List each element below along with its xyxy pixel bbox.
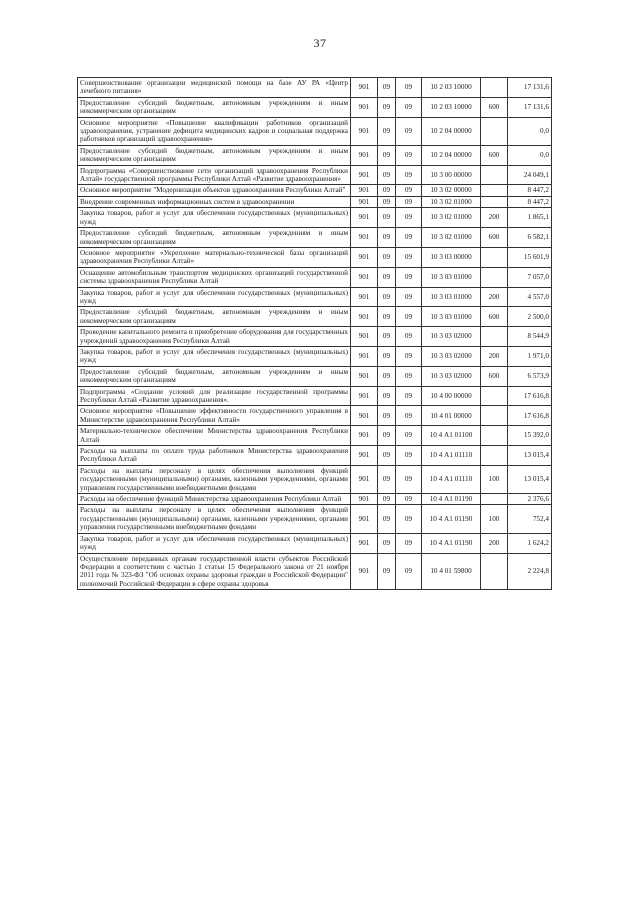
section-code-cell: 09 [378, 267, 396, 287]
expense-type-cell: 200 [481, 533, 508, 553]
row-name-cell: Подпрограмма «Совершенствование сети организаций здравоохранения Республики Алтай» государственной программы Республики Алтай «Развитие здравоохранения» [78, 165, 351, 185]
expense-type-cell: 200 [481, 287, 508, 307]
table-row [78, 505, 552, 533]
target-article-cell: 10 3 00 00000 [422, 165, 481, 185]
row-name-cell: Проведение капитального ремонта и приобретение оборудования для государственных учреждений здравоохранения Республики Алтай [78, 327, 351, 347]
amount-cell: 8 447,2 [508, 196, 552, 207]
expense-type-cell: 600 [481, 228, 508, 248]
ministry-code-cell: 901 [351, 228, 378, 248]
amount-cell: 7 057,0 [508, 267, 552, 287]
amount-cell: 1 865,1 [508, 208, 552, 228]
subsection-code-cell: 09 [396, 327, 422, 347]
expense-type-cell: 100 [481, 505, 508, 533]
subsection-code-cell: 09 [396, 247, 422, 267]
ministry-code-cell: 901 [351, 247, 378, 267]
table-row [78, 78, 552, 98]
target-article-cell: 10 4 01 00000 [422, 406, 481, 426]
amount-cell: 13 015,4 [508, 446, 552, 466]
subsection-code-cell: 09 [396, 346, 422, 366]
section-code-cell: 09 [378, 465, 396, 493]
target-article-cell: 10 3 02 01000 [422, 228, 481, 248]
amount-cell: 15 601,9 [508, 247, 552, 267]
row-name-cell: Предоставление субсидий бюджетным, автономным учреждениям и иным некоммерческим организациям [78, 97, 351, 117]
section-code-cell: 09 [378, 97, 396, 117]
table-row [78, 247, 552, 267]
section-code-cell: 09 [378, 426, 396, 446]
ministry-code-cell: 901 [351, 208, 378, 228]
amount-cell: 6 582,1 [508, 228, 552, 248]
expense-type-cell: 600 [481, 366, 508, 386]
amount-cell: 1 971,0 [508, 346, 552, 366]
subsection-code-cell: 09 [396, 406, 422, 426]
expense-type-cell: 200 [481, 346, 508, 366]
target-article-cell: 10 4 А1 01190 [422, 533, 481, 553]
table-row [78, 228, 552, 248]
subsection-code-cell: 09 [396, 287, 422, 307]
row-name-cell: Подпрограмма «Создание условий для реализации государственной программы Республики Алтай «Развитие здравоохранения». [78, 386, 351, 406]
ministry-code-cell: 901 [351, 117, 378, 145]
ministry-code-cell: 901 [351, 145, 378, 165]
expense-type-cell [481, 267, 508, 287]
amount-cell: 2 224,8 [508, 553, 552, 590]
table-row [78, 465, 552, 493]
page-number: 37 [313, 36, 327, 50]
table-row [78, 117, 552, 145]
section-code-cell: 09 [378, 145, 396, 165]
row-name-cell: Осуществление переданных органам государственной власти субъектов Российской Федерации в соответствии с частью 1 статьи 15 Федерального закона от 21 ноября 2011 года № 323-ФЗ "Об основах охраны здоровья граждан в Российской Федерации" полномочий Российской Федерации в сфере охраны здоровья [78, 553, 351, 590]
ministry-code-cell: 901 [351, 505, 378, 533]
table-row [78, 494, 552, 505]
subsection-code-cell: 09 [396, 145, 422, 165]
table-row [78, 196, 552, 207]
target-article-cell: 10 4 А1 01190 [422, 494, 481, 505]
section-code-cell: 09 [378, 494, 396, 505]
amount-cell: 17 616,8 [508, 386, 552, 406]
target-article-cell: 10 2 04 00000 [422, 117, 481, 145]
table-row [78, 185, 552, 196]
expense-type-cell [481, 185, 508, 196]
subsection-code-cell: 09 [396, 196, 422, 207]
target-article-cell: 10 3 03 01000 [422, 307, 481, 327]
subsection-code-cell: 09 [396, 426, 422, 446]
table-row [78, 165, 552, 185]
expense-type-cell: 100 [481, 465, 508, 493]
row-name-cell: Закупка товаров, работ и услуг для обеспечения государственных (муниципальных) нужд [78, 287, 351, 307]
target-article-cell: 10 3 03 02000 [422, 366, 481, 386]
ministry-code-cell: 901 [351, 165, 378, 185]
ministry-code-cell: 901 [351, 78, 378, 98]
table-row [78, 327, 552, 347]
section-code-cell: 09 [378, 287, 396, 307]
target-article-cell: 10 2 03 10000 [422, 78, 481, 98]
ministry-code-cell: 901 [351, 327, 378, 347]
subsection-code-cell: 09 [396, 267, 422, 287]
row-name-cell: Расходы на выплаты по оплате труда работников Министерства здравоохранения Республики Алтай [78, 446, 351, 466]
expense-type-cell [481, 327, 508, 347]
section-code-cell: 09 [378, 446, 396, 466]
subsection-code-cell: 09 [396, 117, 422, 145]
section-code-cell: 09 [378, 327, 396, 347]
row-name-cell: Основное мероприятие «Повышение эффективности государственного управления в Министерстве здравоохранения Республики Алтай» [78, 406, 351, 426]
target-article-cell: 10 3 03 01000 [422, 267, 481, 287]
amount-cell: 2 376,6 [508, 494, 552, 505]
table-row [78, 426, 552, 446]
ministry-code-cell: 901 [351, 553, 378, 590]
subsection-code-cell: 09 [396, 208, 422, 228]
row-name-cell: Предоставление субсидий бюджетным, автономным учреждениям и иным некоммерческим организациям [78, 228, 351, 248]
target-article-cell: 10 4 А1 01110 [422, 446, 481, 466]
expense-type-cell [481, 553, 508, 590]
target-article-cell: 10 4 А1 01110 [422, 465, 481, 493]
table-row [78, 307, 552, 327]
subsection-code-cell: 09 [396, 97, 422, 117]
ministry-code-cell: 901 [351, 366, 378, 386]
table-row [78, 386, 552, 406]
ministry-code-cell: 901 [351, 97, 378, 117]
target-article-cell: 10 4 00 00000 [422, 386, 481, 406]
expense-type-cell [481, 426, 508, 446]
row-name-cell: Оснащение автомобильным транспортом медицинских организаций государственной системы здравоохранения Республики Алтай [78, 267, 351, 287]
ministry-code-cell: 901 [351, 386, 378, 406]
row-name-cell: Основное мероприятие "Модернизация объектов здравоохранения Республики Алтай" [78, 185, 351, 196]
target-article-cell: 10 3 02 01000 [422, 196, 481, 207]
amount-cell: 24 049,1 [508, 165, 552, 185]
row-name-cell: Расходы на выплаты персоналу в целях обеспечения выполнения функций государственными (муниципальными) органами, казенными учреждениями, органами управления государственными внебюджетными фондами [78, 505, 351, 533]
table-row [78, 97, 552, 117]
section-code-cell: 09 [378, 196, 396, 207]
ministry-code-cell: 901 [351, 446, 378, 466]
target-article-cell: 10 4 А1 01190 [422, 505, 481, 533]
expense-type-cell: 600 [481, 97, 508, 117]
target-article-cell: 10 2 03 10000 [422, 97, 481, 117]
table-row [78, 208, 552, 228]
ministry-code-cell: 901 [351, 533, 378, 553]
ministry-code-cell: 901 [351, 267, 378, 287]
subsection-code-cell: 09 [396, 78, 422, 98]
subsection-code-cell: 09 [396, 307, 422, 327]
ministry-code-cell: 901 [351, 465, 378, 493]
table-row [78, 366, 552, 386]
amount-cell: 17 131,6 [508, 97, 552, 117]
section-code-cell: 09 [378, 406, 396, 426]
target-article-cell: 10 3 03 01000 [422, 287, 481, 307]
table-row [78, 346, 552, 366]
target-article-cell: 10 3 03 02000 [422, 346, 481, 366]
subsection-code-cell: 09 [396, 228, 422, 248]
ministry-code-cell: 901 [351, 426, 378, 446]
subsection-code-cell: 09 [396, 386, 422, 406]
amount-cell: 6 573,9 [508, 366, 552, 386]
expense-type-cell [481, 406, 508, 426]
table-row [78, 533, 552, 553]
expense-type-cell: 200 [481, 208, 508, 228]
section-code-cell: 09 [378, 165, 396, 185]
expense-type-cell [481, 117, 508, 145]
expense-type-cell [481, 494, 508, 505]
section-code-cell: 09 [378, 366, 396, 386]
amount-cell: 0,0 [508, 117, 552, 145]
subsection-code-cell: 09 [396, 533, 422, 553]
row-name-cell: Расходы на обеспечение функций Министерства здравоохранения Республики Алтай [78, 494, 351, 505]
target-article-cell: 10 3 02 00000 [422, 185, 481, 196]
table-row [78, 267, 552, 287]
subsection-code-cell: 09 [396, 553, 422, 590]
expense-type-cell [481, 386, 508, 406]
expense-type-cell [481, 247, 508, 267]
amount-cell: 8 447,2 [508, 185, 552, 196]
row-name-cell: Основное мероприятие «Укрепление материально-технической базы организаций здравоохранения Республики Алтай» [78, 247, 351, 267]
target-article-cell: 10 3 03 02000 [422, 327, 481, 347]
target-article-cell: 10 2 04 00000 [422, 145, 481, 165]
section-code-cell: 09 [378, 533, 396, 553]
ministry-code-cell: 901 [351, 346, 378, 366]
amount-cell: 752,4 [508, 505, 552, 533]
row-name-cell: Материально-техническое обеспечение Министерства здравоохранения Республики Алтай [78, 426, 351, 446]
subsection-code-cell: 09 [396, 366, 422, 386]
section-code-cell: 09 [378, 228, 396, 248]
section-code-cell: 09 [378, 346, 396, 366]
row-name-cell: Закупка товаров, работ и услуг для обеспечения государственных (муниципальных) нужд [78, 533, 351, 553]
amount-cell: 4 557,0 [508, 287, 552, 307]
section-code-cell: 09 [378, 307, 396, 327]
amount-cell: 0,0 [508, 145, 552, 165]
target-article-cell: 10 3 03 00000 [422, 247, 481, 267]
section-code-cell: 09 [378, 78, 396, 98]
subsection-code-cell: 09 [396, 446, 422, 466]
expense-type-cell [481, 78, 508, 98]
row-name-cell: Совершенствование организации медицинской помощи на базе АУ РА «Центр лечебного питания» [78, 78, 351, 98]
ministry-code-cell: 901 [351, 307, 378, 327]
row-name-cell: Предоставление субсидий бюджетным, автономным учреждениям и иным некоммерческим организациям [78, 366, 351, 386]
section-code-cell: 09 [378, 505, 396, 533]
ministry-code-cell: 901 [351, 185, 378, 196]
expense-type-cell [481, 196, 508, 207]
section-code-cell: 09 [378, 386, 396, 406]
ministry-code-cell: 901 [351, 287, 378, 307]
section-code-cell: 09 [378, 553, 396, 590]
section-code-cell: 09 [378, 208, 396, 228]
subsection-code-cell: 09 [396, 505, 422, 533]
subsection-code-cell: 09 [396, 494, 422, 505]
expense-type-cell [481, 446, 508, 466]
table-body [78, 78, 552, 590]
expense-type-cell: 600 [481, 307, 508, 327]
row-name-cell: Основное мероприятие «Повышение квалификации работников организаций здравоохранения, устранение дефицита медицинских кадров и социальная поддержка работников организаций здравоохранения» [78, 117, 351, 145]
amount-cell: 15 392,0 [508, 426, 552, 446]
target-article-cell: 10 3 02 01000 [422, 208, 481, 228]
row-name-cell: Закупка товаров, работ и услуг для обеспечения государственных (муниципальных) нужд [78, 208, 351, 228]
table-row [78, 406, 552, 426]
table-row [78, 287, 552, 307]
ministry-code-cell: 901 [351, 196, 378, 207]
amount-cell: 17 616,8 [508, 406, 552, 426]
expense-type-cell [481, 165, 508, 185]
amount-cell: 2 500,0 [508, 307, 552, 327]
row-name-cell: Предоставление субсидий бюджетным, автономным учреждениям и иным некоммерческим организациям [78, 307, 351, 327]
expense-type-cell: 600 [481, 145, 508, 165]
section-code-cell: 09 [378, 117, 396, 145]
amount-cell: 8 544,9 [508, 327, 552, 347]
row-name-cell: Расходы на выплаты персоналу в целях обеспечения выполнения функций государственными (муниципальными) органами, казенными учреждениями, органами управления государственными внебюджетными фондами [78, 465, 351, 493]
subsection-code-cell: 09 [396, 185, 422, 196]
budget-table [77, 77, 552, 590]
row-name-cell: Внедрение современных информационных систем в здравоохранении [78, 196, 351, 207]
section-code-cell: 09 [378, 185, 396, 196]
row-name-cell: Закупка товаров, работ и услуг для обеспечения государственных (муниципальных) нужд [78, 346, 351, 366]
table-row [78, 553, 552, 590]
amount-cell: 1 624,2 [508, 533, 552, 553]
amount-cell: 13 015,4 [508, 465, 552, 493]
target-article-cell: 10 4 А1 01100 [422, 426, 481, 446]
row-name-cell: Предоставление субсидий бюджетным, автономным учреждениям и иным некоммерческим организациям [78, 145, 351, 165]
table-row [78, 446, 552, 466]
subsection-code-cell: 09 [396, 165, 422, 185]
amount-cell: 17 131,6 [508, 78, 552, 98]
target-article-cell: 10 4 01 59800 [422, 553, 481, 590]
ministry-code-cell: 901 [351, 406, 378, 426]
section-code-cell: 09 [378, 247, 396, 267]
table-row [78, 145, 552, 165]
subsection-code-cell: 09 [396, 465, 422, 493]
ministry-code-cell: 901 [351, 494, 378, 505]
